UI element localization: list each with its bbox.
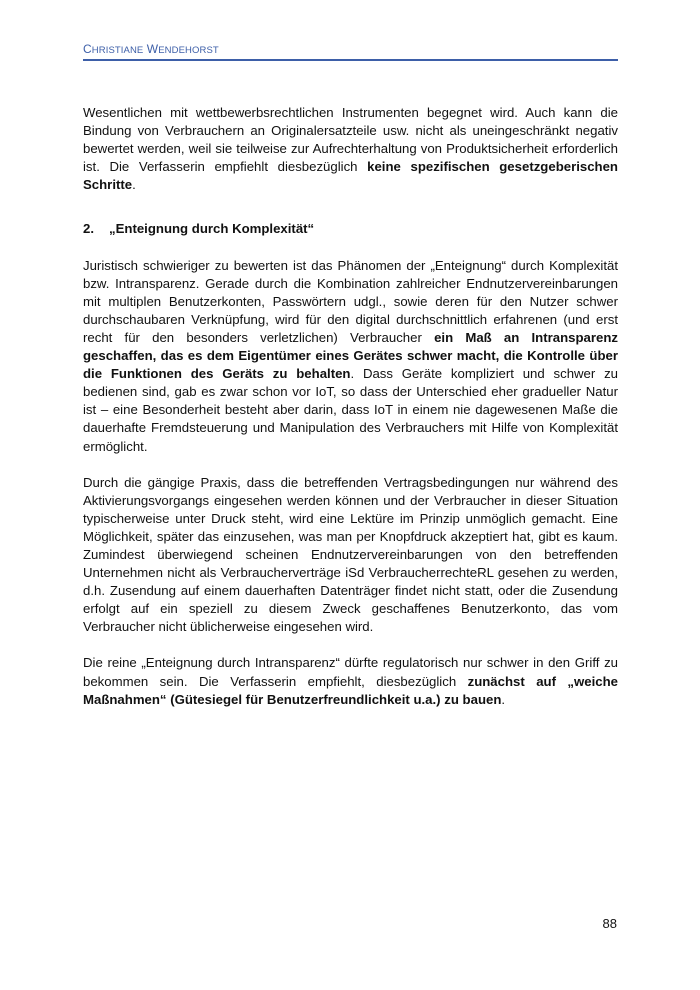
author-first-rest: HRISTIANE (91, 45, 144, 56)
section-title: „Enteignung durch Komplexität“ (109, 221, 315, 237)
emphasis-2: ein Maß an Intransparenz geschaffen, das es dem Eigentümer eines Gerätes schwer macht, die Kontrolle über die Funktionen des Geräts zu behalten (83, 329, 618, 382)
paragraph-1: Wesentlichen mit wettbewerbsrechtlichen Instrumenten begegnet wird. Auch kann die Bindung von Verbrauchern an Originalersatzteile usw. nicht als uneingeschränkt negativ bewertet werden, weil sie teilweise zur Aufrechterhaltung von Produktsicherheit erforderlich ist. Die Verfasserin empfiehlt diesbezüglich keine spezifischen gesetzgeberischen Schritte. (83, 105, 618, 193)
paragraph-4: Die reine „Enteignung durch Intransparenz“ dürfte regulatorisch nur schwer in den Griff zu bekommen sein. Die Verfasserin empfiehlt, diesbezüglich zunächst auf „weiche Maßnahmen“ (Gütesiegel für Benutzerfreundlichkeit u.a.) zu bauen. (83, 655, 618, 707)
paragraph-3: Durch die gängige Praxis, dass die betreffenden Vertragsbedingungen nur während des Aktivierungsvorgangs eingesehen werden können und der Verbraucher in dieser Situation typischerweise unter Druck steht, wird eine Lektüre im Prinzip unmöglich gemacht. Eine Möglichkeit, später das einzusehen, was man per Knopfdruck akzeptiert hat, gibt es kaum. Zumindest überwiegend scheinen Endnutzervereinbarungen von den betreffenden Unternehmen nicht als Verbraucherverträge iSd VerbraucherrechteRL gesehen zu werden, d.h. Zusendung auf einem dauerhaften Datenträger findet nicht statt, oder die Zusendung erfolgt auf ein speziell zu diesem Zweck geschaffenes Benutzerkonto, das vom Verbraucher nicht üblicherweise eingesehen wird. (83, 474, 618, 635)
header-rule (83, 59, 618, 61)
section-number: 2. (83, 221, 94, 237)
page-number: 88 (602, 916, 617, 931)
running-header-author (83, 42, 219, 56)
emphasis-4: zunächst auf „weiche Maßnahmen“ (Gütesiegel für Benutzerfreundlichkeit u.a.) zu bauen (83, 673, 618, 707)
author-first-initial: C (83, 42, 92, 56)
body-text (83, 104, 618, 727)
section-heading (83, 220, 618, 238)
author-last-rest: ENDEHORST (158, 45, 219, 56)
emphasis-1: keine spezifischen gesetzgeberischen Schritte (83, 159, 618, 193)
author-last-initial: W (146, 42, 159, 56)
paragraph-2: Juristisch schwieriger zu bewerten ist das Phänomen der „Enteignung“ durch Komplexität bzw. Intransparenz. Gerade durch die Kombination zahlreicher Endnutzervereinbarungen mit multiplen Benutzerkonten, Passwörtern udgl., sowie deren für den Nutzer schwer durchschaubaren Verknüpfung, wird für den digital durchschnittlich erfahrenen (und erst recht für den besonders verletzlichen) Verbraucher ein Maß an Intransparenz geschaffen, das es dem Eigentümer eines Gerätes schwer macht, die Kontrolle über die Funktionen des Geräts zu behalten. Dass Geräte kompliziert und schwer zu bedienen sind, gab es zwar schon vor IoT, so dass der Unterschied eher gradueller Natur ist – eine Besonderheit besteht aber darin, dass IoT in einem nie dagewesenen Maße die dauerhafte Fremdsteuerung und Manipulation des Verbrauchers mit Hilfe von Komplexität ermöglicht. (83, 257, 619, 454)
